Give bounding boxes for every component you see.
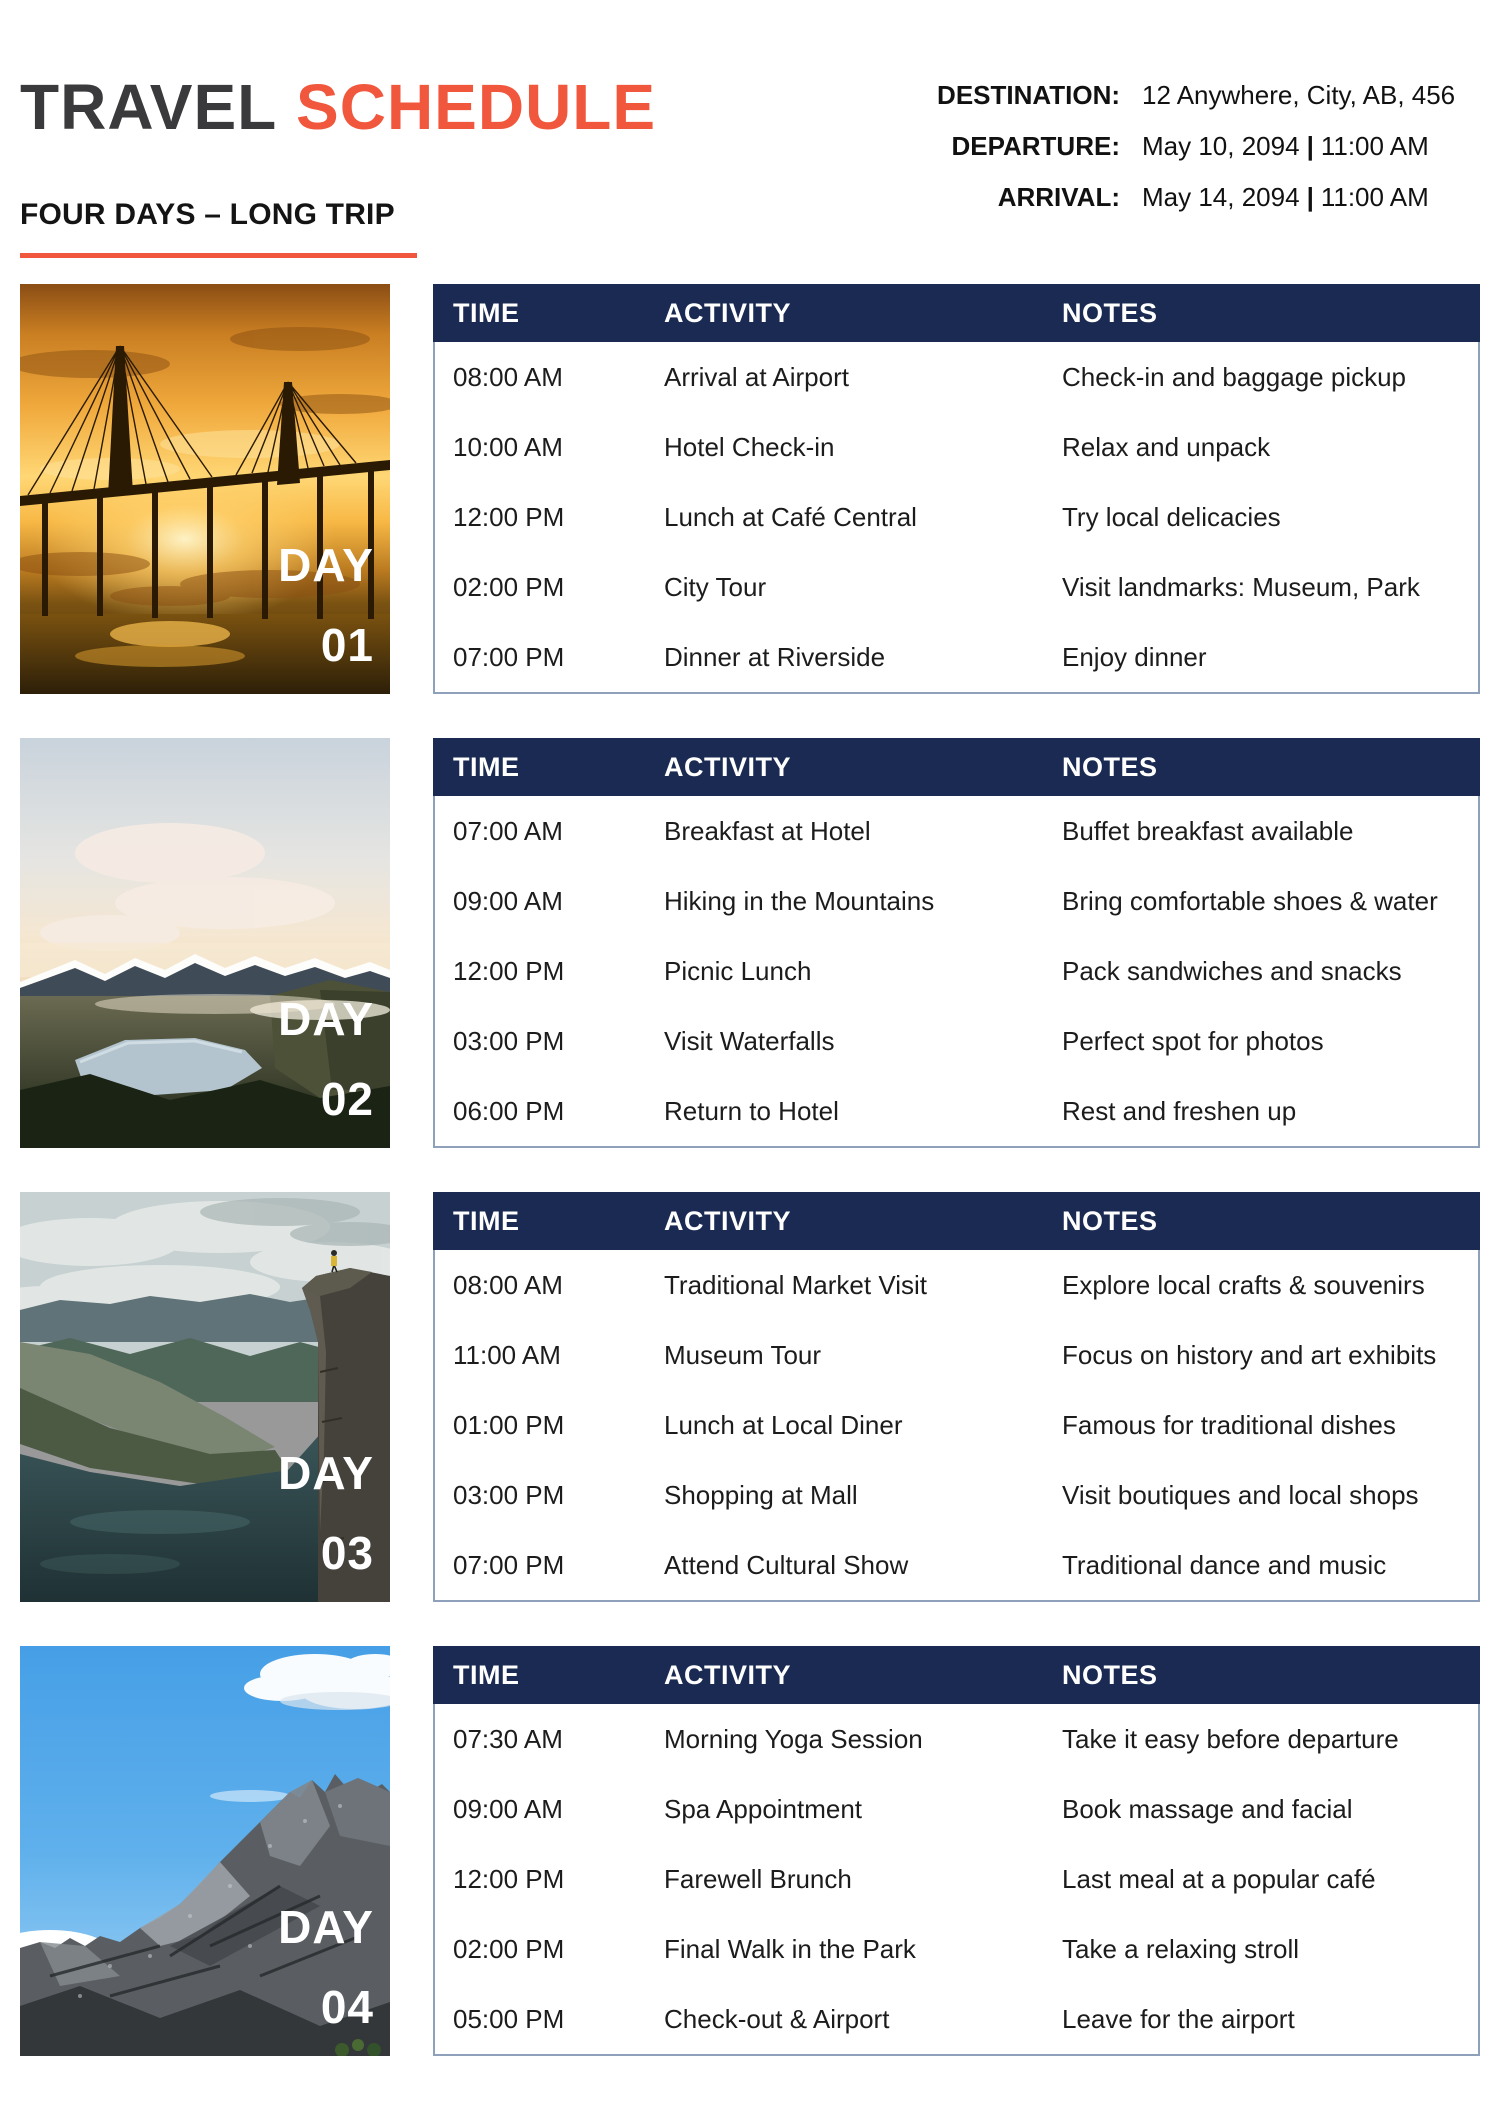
day-1-overlay xyxy=(278,539,374,671)
notes-cell: Book massage and facial xyxy=(1062,1793,1353,1824)
destination-value: 12 Anywhere, City, AB, 456 xyxy=(1142,80,1456,110)
title-space xyxy=(277,71,296,143)
table-header-row xyxy=(433,284,1480,342)
day-number: 03 xyxy=(320,1527,374,1579)
time-cell: 07:00 AM xyxy=(453,815,563,846)
notes-cell: Relax and unpack xyxy=(1062,431,1271,462)
time-cell: 07:00 PM xyxy=(453,641,565,672)
table-header-row xyxy=(433,738,1480,796)
activity-cell: Attend Cultural Show xyxy=(664,1549,909,1580)
day-number: 02 xyxy=(320,1073,374,1125)
table-row xyxy=(435,1390,1478,1460)
departure-label: DEPARTURE: xyxy=(951,131,1120,161)
col-notes: NOTES xyxy=(1062,1659,1158,1690)
activity-cell: City Tour xyxy=(664,571,767,602)
table-row xyxy=(435,342,1478,412)
time-cell: 09:00 AM xyxy=(453,1793,563,1824)
title-schedule: SCHEDULE xyxy=(296,71,657,143)
subtitle-underline xyxy=(20,253,417,258)
table-row xyxy=(435,796,1478,866)
table-row xyxy=(435,1320,1478,1390)
departure-value xyxy=(1142,129,1429,163)
notes-cell: Pack sandwiches and snacks xyxy=(1062,955,1402,986)
activity-cell: Final Walk in the Park xyxy=(664,1933,916,1964)
day-3-photo-fjord-cliff xyxy=(20,1192,390,1602)
notes-cell: Focus on history and art exhibits xyxy=(1062,1339,1437,1370)
time-cell: 10:00 AM xyxy=(453,431,563,462)
activity-cell: Museum Tour xyxy=(664,1339,822,1370)
col-activity: ACTIVITY xyxy=(664,751,792,782)
day-3-overlay xyxy=(278,1447,374,1579)
time-cell: 08:00 AM xyxy=(453,361,563,392)
day-1-section xyxy=(20,284,1480,694)
notes-cell: Perfect spot for photos xyxy=(1062,1025,1324,1056)
time-cell: 02:00 PM xyxy=(453,1933,565,1964)
activity-cell: Arrival at Airport xyxy=(664,361,849,392)
arrival-label: ARRIVAL: xyxy=(997,182,1120,212)
col-notes: NOTES xyxy=(1062,751,1158,782)
col-time: TIME xyxy=(453,1205,520,1236)
separator-bar: | xyxy=(1306,182,1314,212)
table-row xyxy=(435,1774,1478,1844)
activity-cell: Hiking in the Mountains xyxy=(664,885,935,916)
activity-cell: Lunch at Café Central xyxy=(664,501,917,532)
day-2-table xyxy=(433,738,1480,1148)
table-row xyxy=(435,1914,1478,1984)
activity-cell: Dinner at Riverside xyxy=(664,641,886,672)
day-word: DAY xyxy=(278,539,374,591)
trip-subtitle: FOUR DAYS – LONG TRIP xyxy=(20,198,395,231)
table-body xyxy=(433,1704,1480,2056)
table-body xyxy=(433,1250,1480,1602)
day-3-section xyxy=(20,1192,1480,1602)
activity-cell: Picnic Lunch xyxy=(664,955,812,986)
col-activity: ACTIVITY xyxy=(664,1659,792,1690)
notes-cell: Take it easy before departure xyxy=(1062,1723,1399,1754)
day-4-section xyxy=(20,1646,1480,2056)
table-row xyxy=(435,1984,1478,2054)
day-4-table xyxy=(433,1646,1480,2056)
activity-cell: Return to Hotel xyxy=(664,1095,839,1126)
activity-cell: Traditional Market Visit xyxy=(664,1269,927,1300)
time-cell: 11:00 AM xyxy=(453,1339,561,1370)
activity-cell: Spa Appointment xyxy=(664,1793,863,1824)
day-2-overlay xyxy=(278,993,374,1125)
table-row xyxy=(435,1530,1478,1600)
activity-cell: Hotel Check-in xyxy=(664,431,835,462)
day-2-photo-mountain-lake xyxy=(20,738,390,1148)
col-time: TIME xyxy=(453,751,520,782)
notes-cell: Buffet breakfast available xyxy=(1062,815,1354,846)
notes-cell: Check-in and baggage pickup xyxy=(1062,361,1407,392)
col-notes: NOTES xyxy=(1062,297,1158,328)
time-cell: 07:00 PM xyxy=(453,1549,565,1580)
departure-row xyxy=(905,129,1480,163)
time-cell: 08:00 AM xyxy=(453,1269,563,1300)
col-time: TIME xyxy=(453,1659,520,1690)
day-word: DAY xyxy=(278,1447,374,1499)
departure-time: 11:00 AM xyxy=(1320,131,1429,161)
day-1-table xyxy=(433,284,1480,694)
table-header-row xyxy=(433,1192,1480,1250)
day-3-table xyxy=(433,1192,1480,1602)
arrival-date: May 14, 2094 xyxy=(1142,182,1300,212)
day-number: 01 xyxy=(320,619,374,671)
arrival-time: 11:00 AM xyxy=(1320,182,1429,212)
table-row xyxy=(435,936,1478,1006)
time-cell: 03:00 PM xyxy=(453,1025,565,1056)
table-row xyxy=(435,1006,1478,1076)
notes-cell: Enjoy dinner xyxy=(1062,641,1207,672)
table-row xyxy=(435,482,1478,552)
table-body xyxy=(433,796,1480,1148)
activity-cell: Visit Waterfalls xyxy=(664,1025,835,1056)
day-word: DAY xyxy=(278,993,374,1045)
table-row xyxy=(435,1704,1478,1774)
time-cell: 01:00 PM xyxy=(453,1409,565,1440)
activity-cell: Breakfast at Hotel xyxy=(664,815,871,846)
page-title xyxy=(20,70,656,144)
arrival-value xyxy=(1142,180,1429,214)
table-row xyxy=(435,1076,1478,1146)
day-number: 04 xyxy=(320,1981,374,2033)
time-cell: 06:00 PM xyxy=(453,1095,565,1126)
table-row xyxy=(435,622,1478,692)
trip-info-block xyxy=(905,78,1480,231)
destination-label: DESTINATION: xyxy=(937,80,1120,110)
day-4-photo-rocky-peak xyxy=(20,1646,390,2056)
title-travel: TRAVEL xyxy=(20,71,278,143)
table-row xyxy=(435,1250,1478,1320)
notes-cell: Rest and freshen up xyxy=(1062,1095,1297,1126)
notes-cell: Leave for the airport xyxy=(1062,2003,1295,2034)
day-1-photo-sunset-bridge xyxy=(20,284,390,694)
time-cell: 07:30 AM xyxy=(453,1723,563,1754)
destination-row xyxy=(905,78,1480,112)
notes-cell: Take a relaxing stroll xyxy=(1062,1933,1299,1964)
time-cell: 09:00 AM xyxy=(453,885,563,916)
notes-cell: Famous for traditional dishes xyxy=(1062,1409,1396,1440)
time-cell: 12:00 PM xyxy=(453,955,565,986)
notes-cell: Visit boutiques and local shops xyxy=(1062,1479,1419,1510)
col-notes: NOTES xyxy=(1062,1205,1158,1236)
time-cell: 05:00 PM xyxy=(453,2003,565,2034)
notes-cell: Bring comfortable shoes & water xyxy=(1062,885,1438,916)
day-word: DAY xyxy=(278,1901,374,1953)
activity-cell: Morning Yoga Session xyxy=(664,1723,923,1754)
table-header-row xyxy=(433,1646,1480,1704)
table-row xyxy=(435,412,1478,482)
table-row xyxy=(435,552,1478,622)
notes-cell: Traditional dance and music xyxy=(1062,1549,1387,1580)
separator-bar: | xyxy=(1306,131,1314,161)
activity-cell: Farewell Brunch xyxy=(664,1863,852,1894)
notes-cell: Last meal at a popular café xyxy=(1062,1863,1376,1894)
activity-cell: Shopping at Mall xyxy=(664,1479,858,1510)
time-cell: 12:00 PM xyxy=(453,1863,565,1894)
col-time: TIME xyxy=(453,297,520,328)
arrival-row xyxy=(905,180,1480,214)
col-activity: ACTIVITY xyxy=(664,297,792,328)
notes-cell: Explore local crafts & souvenirs xyxy=(1062,1269,1425,1300)
notes-cell: Visit landmarks: Museum, Park xyxy=(1062,571,1420,602)
table-row xyxy=(435,1460,1478,1530)
day-2-section xyxy=(20,738,1480,1148)
table-row xyxy=(435,866,1478,936)
time-cell: 03:00 PM xyxy=(453,1479,565,1510)
departure-date: May 10, 2094 xyxy=(1142,131,1300,161)
col-activity: ACTIVITY xyxy=(664,1205,792,1236)
time-cell: 12:00 PM xyxy=(453,501,565,532)
table-body xyxy=(433,342,1480,694)
day-4-overlay xyxy=(278,1901,374,2033)
activity-cell: Lunch at Local Diner xyxy=(664,1409,903,1440)
time-cell: 02:00 PM xyxy=(453,571,565,602)
activity-cell: Check-out & Airport xyxy=(664,2003,890,2034)
table-row xyxy=(435,1844,1478,1914)
notes-cell: Try local delicacies xyxy=(1062,501,1281,532)
